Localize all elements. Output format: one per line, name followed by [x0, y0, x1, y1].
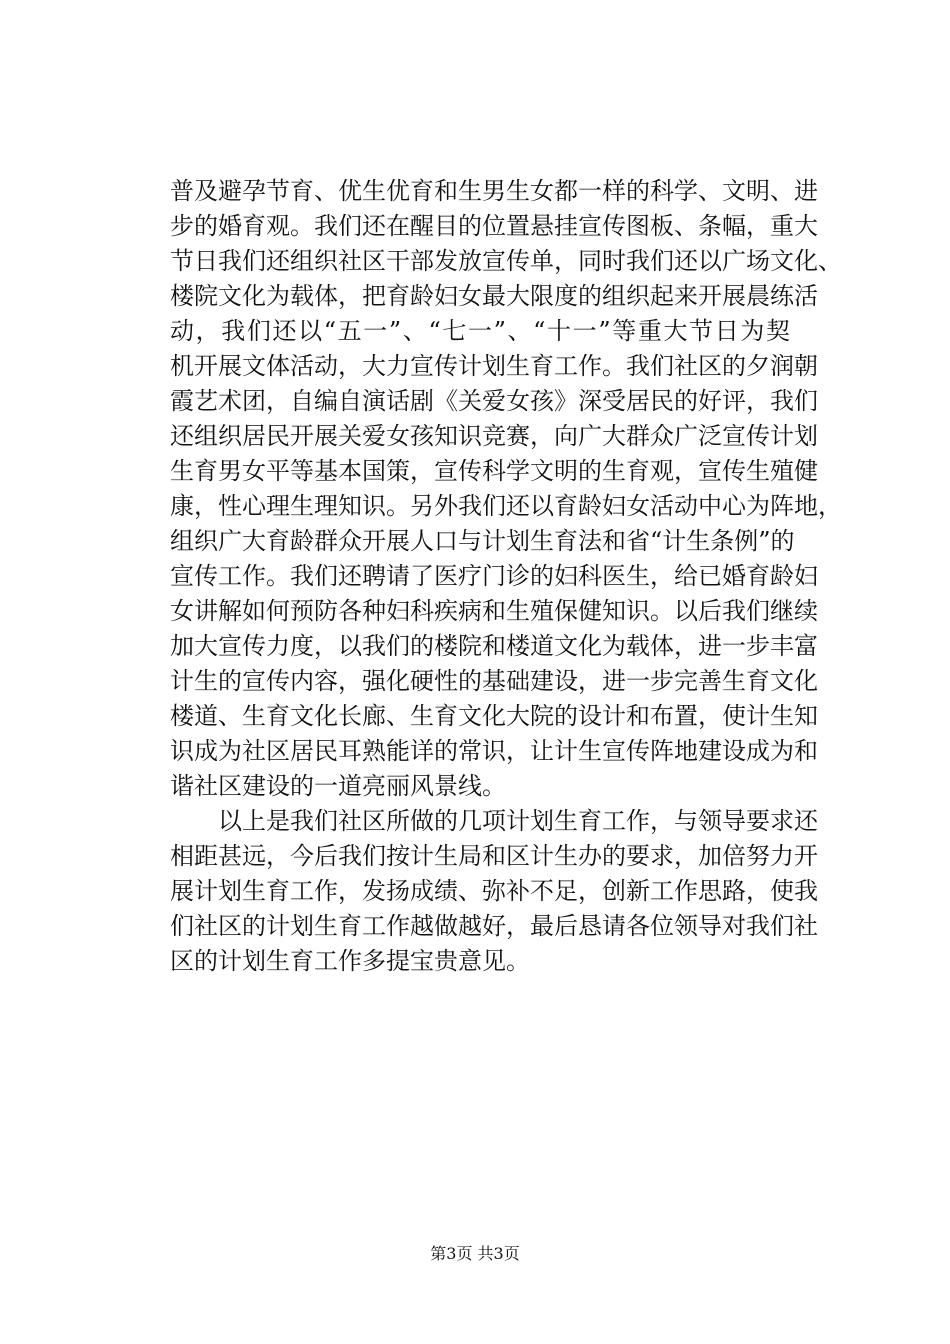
- paragraph-2-line-1: 以上是我们社区所做的几项计划生育工作，与领导要求还: [218, 807, 818, 835]
- paragraph-1-line-3: 节日我们还组织社区干部发放宣传单，同时我们还以广场文化、: [170, 247, 842, 275]
- paragraph-1-line-17: 识成为社区居民耳熟能详的常识，让计生宣传阵地建设成为和: [170, 737, 818, 765]
- paragraph-1-line-2: 步的婚育观。我们还在醒目的位置悬挂宣传图板、条幅，重大: [170, 212, 818, 240]
- paragraph-1-line-16: 楼道、生育文化长廊、生育文化大院的设计和布置，使计生知: [170, 702, 818, 730]
- paragraph-1-line-1: 普及避孕节育、优生优育和生男生女都一样的科学、文明、进: [170, 177, 818, 205]
- paragraph-1-line-15: 计生的宣传内容，强化硬性的基础建设，进一步完善生育文化: [170, 667, 818, 695]
- paragraph-1-line-10: 康，性心理生理知识。另外我们还以育龄妇女活动中心为阵地，: [170, 492, 842, 520]
- paragraph-2-line-4: 们社区的计划生育工作越做越好，最后恳请各位领导对我们社: [170, 912, 818, 940]
- paragraph-1-line-7: 霞艺术团，自编自演话剧《关爱女孩》深受居民的好评，我们: [170, 387, 818, 415]
- paragraph-1-line-11: 组织广大育龄群众开展人口与计划生育法和省“计生条例”的: [170, 527, 795, 555]
- paragraph-1-line-5: 动，我们还以“五一”、“七一”、“十一”等重大节日为契: [170, 317, 790, 345]
- paragraph-2-line-5: 区的计划生育工作多提宝贵意见。: [170, 947, 530, 975]
- paragraph-2-line-2: 相距甚远，今后我们按计生局和区计生办的要求，加倍努力开: [170, 842, 818, 870]
- paragraph-1-line-14: 加大宣传力度，以我们的楼院和楼道文化为载体，进一步丰富: [170, 632, 818, 660]
- paragraph-1-line-13: 女讲解如何预防各种妇科疾病和生殖保健知识。以后我们继续: [170, 597, 818, 625]
- page-number-footer: 第3页 共3页: [430, 1244, 520, 1263]
- paragraph-2-line-3: 展计划生育工作，发扬成绩、弥补不足，创新工作思路，使我: [170, 877, 818, 905]
- document-body: [170, 174, 842, 979]
- paragraph-1-line-6: 机开展文体活动，大力宣传计划生育工作。我们社区的夕润朝: [170, 352, 818, 380]
- paragraph-1-line-4: 楼院文化为载体，把育龄妇女最大限度的组织起来开展晨练活: [170, 282, 818, 310]
- paragraph-1-line-18: 谐社区建设的一道亮丽风景线。: [170, 772, 506, 800]
- paragraph-1-line-9: 生育男女平等基本国策，宣传科学文明的生育观，宣传生殖健: [170, 457, 818, 485]
- paragraph-1-line-8: 还组织居民开展关爱女孩知识竞赛，向广大群众广泛宣传计划: [170, 422, 818, 450]
- paragraph-1-line-12: 宣传工作。我们还聘请了医疗门诊的妇科医生，给已婚育龄妇: [170, 562, 818, 590]
